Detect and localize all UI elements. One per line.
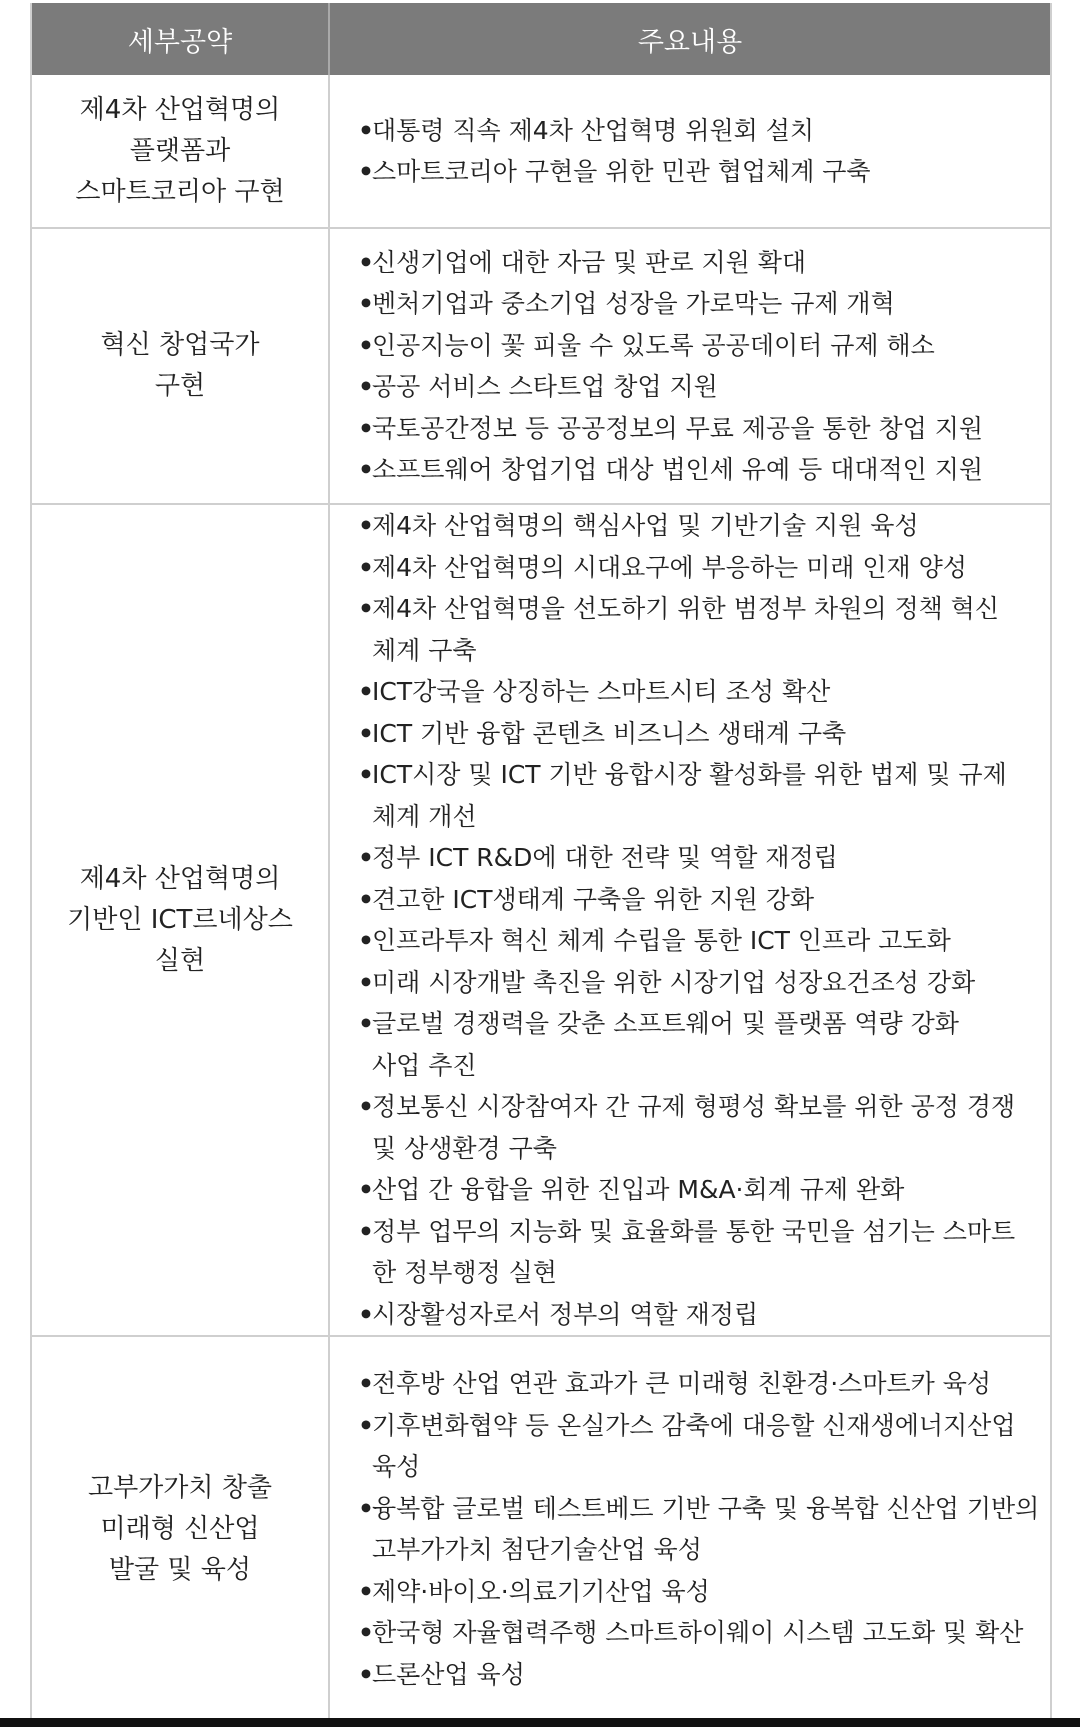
pledge-title [88,1468,272,1591]
bullet-icon: • [358,1659,374,1689]
list-item-line: 신생기업에 대한 자금 및 판로 지원 확대 [372,247,807,277]
list-item [358,879,1038,921]
list-item-line: 체계 구축 [372,635,477,665]
content-cell [330,229,1050,503]
pledge-title [67,859,293,982]
pledge-title [75,90,284,213]
list-item-text [372,1654,525,1696]
list-item-text [372,1405,1016,1488]
list-item [358,837,1038,879]
list-item-line: 제약·바이오·의료기기산업 육성 [372,1576,710,1606]
list-item-line: 시장활성자로서 정부의 역할 재정립 [372,1299,759,1329]
list-item [358,588,1038,671]
bullet-icon: • [358,289,374,318]
list-item-line: 융복합 글로벌 테스트베드 기반 구축 및 융복합 신산업 기반의 [372,1493,1040,1523]
pledge-title-line: 기반인 ICT르네상스 [67,904,293,935]
bullet-icon: • [358,677,374,706]
list-item [358,449,1038,491]
list-item-line: ICT 기반 융합 콘텐츠 비즈니스 생태계 구축 [372,718,847,748]
header-main-content: 주요내용 [637,26,743,58]
policy-table [30,3,1052,1721]
pledge-title-line: 제4차 산업혁명의 [79,94,281,125]
bullet-icon: • [358,1618,374,1647]
list-item [358,110,1038,152]
list-item [358,366,1038,408]
list-item [358,920,1038,962]
list-item [358,1169,1038,1211]
list-item-text [372,754,1007,837]
list-item-text [372,1003,959,1086]
list-item-line: 제4차 산업혁명을 선도하기 위한 범정부 차원의 정책 혁신 [372,594,999,623]
bullet-icon: • [358,594,374,623]
list-item-text [372,1488,1039,1571]
bullet-icon: • [358,1410,374,1440]
list-item-line: 글로벌 경쟁력을 갖춘 소프트웨어 및 플랫폼 역량 강화 [372,1009,959,1038]
list-item-text [372,242,806,284]
list-item-line: 드론산업 육성 [372,1659,525,1689]
bullet-icon: • [358,552,374,582]
bullet-icon: • [358,843,374,872]
bullet-icon: • [358,115,374,145]
list-item-text [372,1571,710,1613]
list-item-line: 정부 업무의 지능화 및 효율화를 통한 국민을 섬기는 스마트 [372,1216,1016,1246]
bullet-icon: • [358,1092,374,1121]
content-cell [330,505,1050,1335]
list-item [358,1003,1038,1086]
list-item-line: ICT시장 및 ICT 기반 융합시장 활성화를 위한 법제 및 규제 [372,760,1007,789]
pledge-title-cell [32,229,330,503]
bullet-icon: • [358,967,374,997]
list-item [358,1211,1038,1294]
list-item-text [372,449,983,491]
list-item-line: 육성 [372,1452,421,1481]
list-item-line: 산업 간 융합을 위한 진입과 M&A·회계 규제 완화 [372,1175,905,1204]
bullet-icon: • [358,1493,374,1523]
bullet-icon: • [358,1216,374,1246]
list-item-text [372,408,983,450]
list-item-line: 한 정부행정 실현 [372,1258,557,1287]
bullet-icon: • [358,1175,374,1204]
list-item [358,1294,1038,1336]
list-item-line: 대통령 직속 제4차 산업혁명 위원회 설치 [372,115,815,145]
list-item-line: 소프트웨어 창업기업 대상 법인세 유예 등 대대적인 지원 [372,455,984,484]
table-row [32,1337,1050,1721]
list-item-line: 견고한 ICT생태계 구축을 위한 지원 강화 [372,884,815,914]
bullet-icon: • [358,511,374,540]
list-item-line: 제4차 산업혁명의 핵심사업 및 기반기술 지원 육성 [372,511,919,540]
list-item [358,325,1038,367]
list-item-line: 한국형 자율협력주행 스마트하이웨이 시스템 고도화 및 확산 [372,1618,1024,1647]
list-item-text [372,1169,904,1211]
pledge-title-line: 스마트코리아 구현 [75,176,285,207]
list-item [358,547,1038,589]
list-item [358,713,1038,755]
list-item-line: 국토공간정보 등 공공정보의 무료 제공을 통한 창업 지원 [372,413,984,443]
list-item [358,1405,1039,1488]
list-item [358,408,1038,450]
bullet-icon: • [358,926,374,955]
list-item [358,1571,1039,1613]
table-row [32,75,1050,229]
list-item [358,505,1038,547]
table-header [32,3,1050,75]
list-item-text [372,366,718,408]
pledge-title-line: 구현 [154,371,206,401]
list-item-line: 전후방 산업 연관 효과가 큰 미래형 친환경·스마트카 육성 [372,1369,992,1398]
bullet-icon: • [358,1299,374,1329]
bullet-icon: • [358,247,374,277]
table-row [32,505,1050,1337]
list-item [358,151,1038,193]
list-item-line: 인공지능이 꽃 피울 수 있도록 공공데이터 규제 해소 [372,330,935,360]
list-item [358,1654,1039,1696]
bullet-icon: • [358,413,374,443]
list-item-text [372,151,871,193]
list-item-line: 체계 개선 [372,801,477,831]
list-item-line: 제4차 산업혁명의 시대요구에 부응하는 미래 인재 양성 [372,552,967,582]
list-item-text [372,879,814,921]
bullet-icon: • [358,1576,374,1606]
list-item-text [372,588,999,671]
list-item-line: 인프라투자 혁신 체계 수립을 통한 ICT 인프라 고도화 [372,926,951,955]
bullet-icon: • [358,884,374,914]
list-item [358,962,1038,1004]
list-item [358,1086,1038,1169]
list-item-line: 및 상생환경 구축 [372,1133,557,1163]
header-detail-pledge: 세부공약 [32,3,330,75]
list-item-text [372,325,935,367]
table-body [32,75,1050,1721]
pledge-title-line: 실현 [154,945,206,976]
pledge-title-line: 미래형 신산업 [100,1513,260,1544]
pledge-title-line: 발굴 및 육성 [108,1554,252,1585]
list-item [358,671,1038,713]
list-item [358,754,1038,837]
list-item-text [372,1612,1023,1654]
list-item-text [372,962,975,1004]
pledge-title-cell [32,505,330,1335]
list-item-text [372,110,814,152]
list-item-line: 벤처기업과 중소기업 성장을 가로막는 규제 개혁 [372,289,895,318]
list-item-text [372,1086,1015,1169]
list-item-text [372,837,838,879]
list-item [358,1488,1039,1571]
list-item-line: 정부 ICT R&D에 대한 전략 및 역할 재정립 [372,843,838,872]
pledge-title-line: 혁신 창업국가 [100,330,260,360]
pledge-title-line: 제4차 산업혁명의 [79,863,281,894]
bullet-icon: • [358,1369,374,1398]
list-item-line: 정보통신 시장참여자 간 규제 형평성 확보를 위한 공정 경쟁 [372,1092,1016,1121]
bullet-icon: • [358,372,374,401]
bullet-icon: • [358,330,374,360]
bullet-icon: • [358,157,374,186]
list-item-line: 미래 시장개발 촉진을 위한 시장기업 성장요건조성 강화 [372,967,976,997]
list-item-line: ICT강국을 상징하는 스마트시티 조성 확산 [372,677,831,706]
list-item [358,1363,1039,1405]
list-item-text [372,505,919,547]
list-item-line: 사업 추진 [372,1050,477,1080]
list-item-text [372,1363,991,1405]
list-item-text [372,1211,1015,1294]
list-item-text [372,713,846,755]
list-item-line: 스마트코리아 구현을 위한 민관 협업체계 구축 [372,157,871,186]
list-item-text [372,671,830,713]
table-row [32,229,1050,505]
pledge-title-cell [32,75,330,227]
content-cell [330,75,1050,227]
bottom-rule [0,1718,1080,1727]
pledge-title-cell [32,1337,330,1721]
list-item-line: 기후변화협약 등 온실가스 감축에 대응할 신재생에너지산업 [372,1410,1016,1440]
list-item [358,1612,1039,1654]
list-item-text [372,920,951,962]
list-item-line: 공공 서비스 스타트업 창업 지원 [372,372,718,401]
pledge-title [101,325,260,407]
pledge-title-line: 고부가가치 창출 [87,1472,273,1503]
bullet-icon: • [358,1009,374,1038]
bullet-icon: • [358,760,374,789]
bullet-icon: • [358,718,374,748]
list-item [358,242,1038,284]
list-item-line: 고부가가치 첨단기술산업 육성 [372,1535,702,1564]
list-item-text [372,1294,758,1336]
content-cell [330,1337,1051,1721]
list-item-text [372,547,967,589]
bullet-icon: • [358,455,374,484]
list-item [358,283,1038,325]
pledge-title-line: 플랫폼과 [129,135,231,166]
list-item-text [372,283,895,325]
